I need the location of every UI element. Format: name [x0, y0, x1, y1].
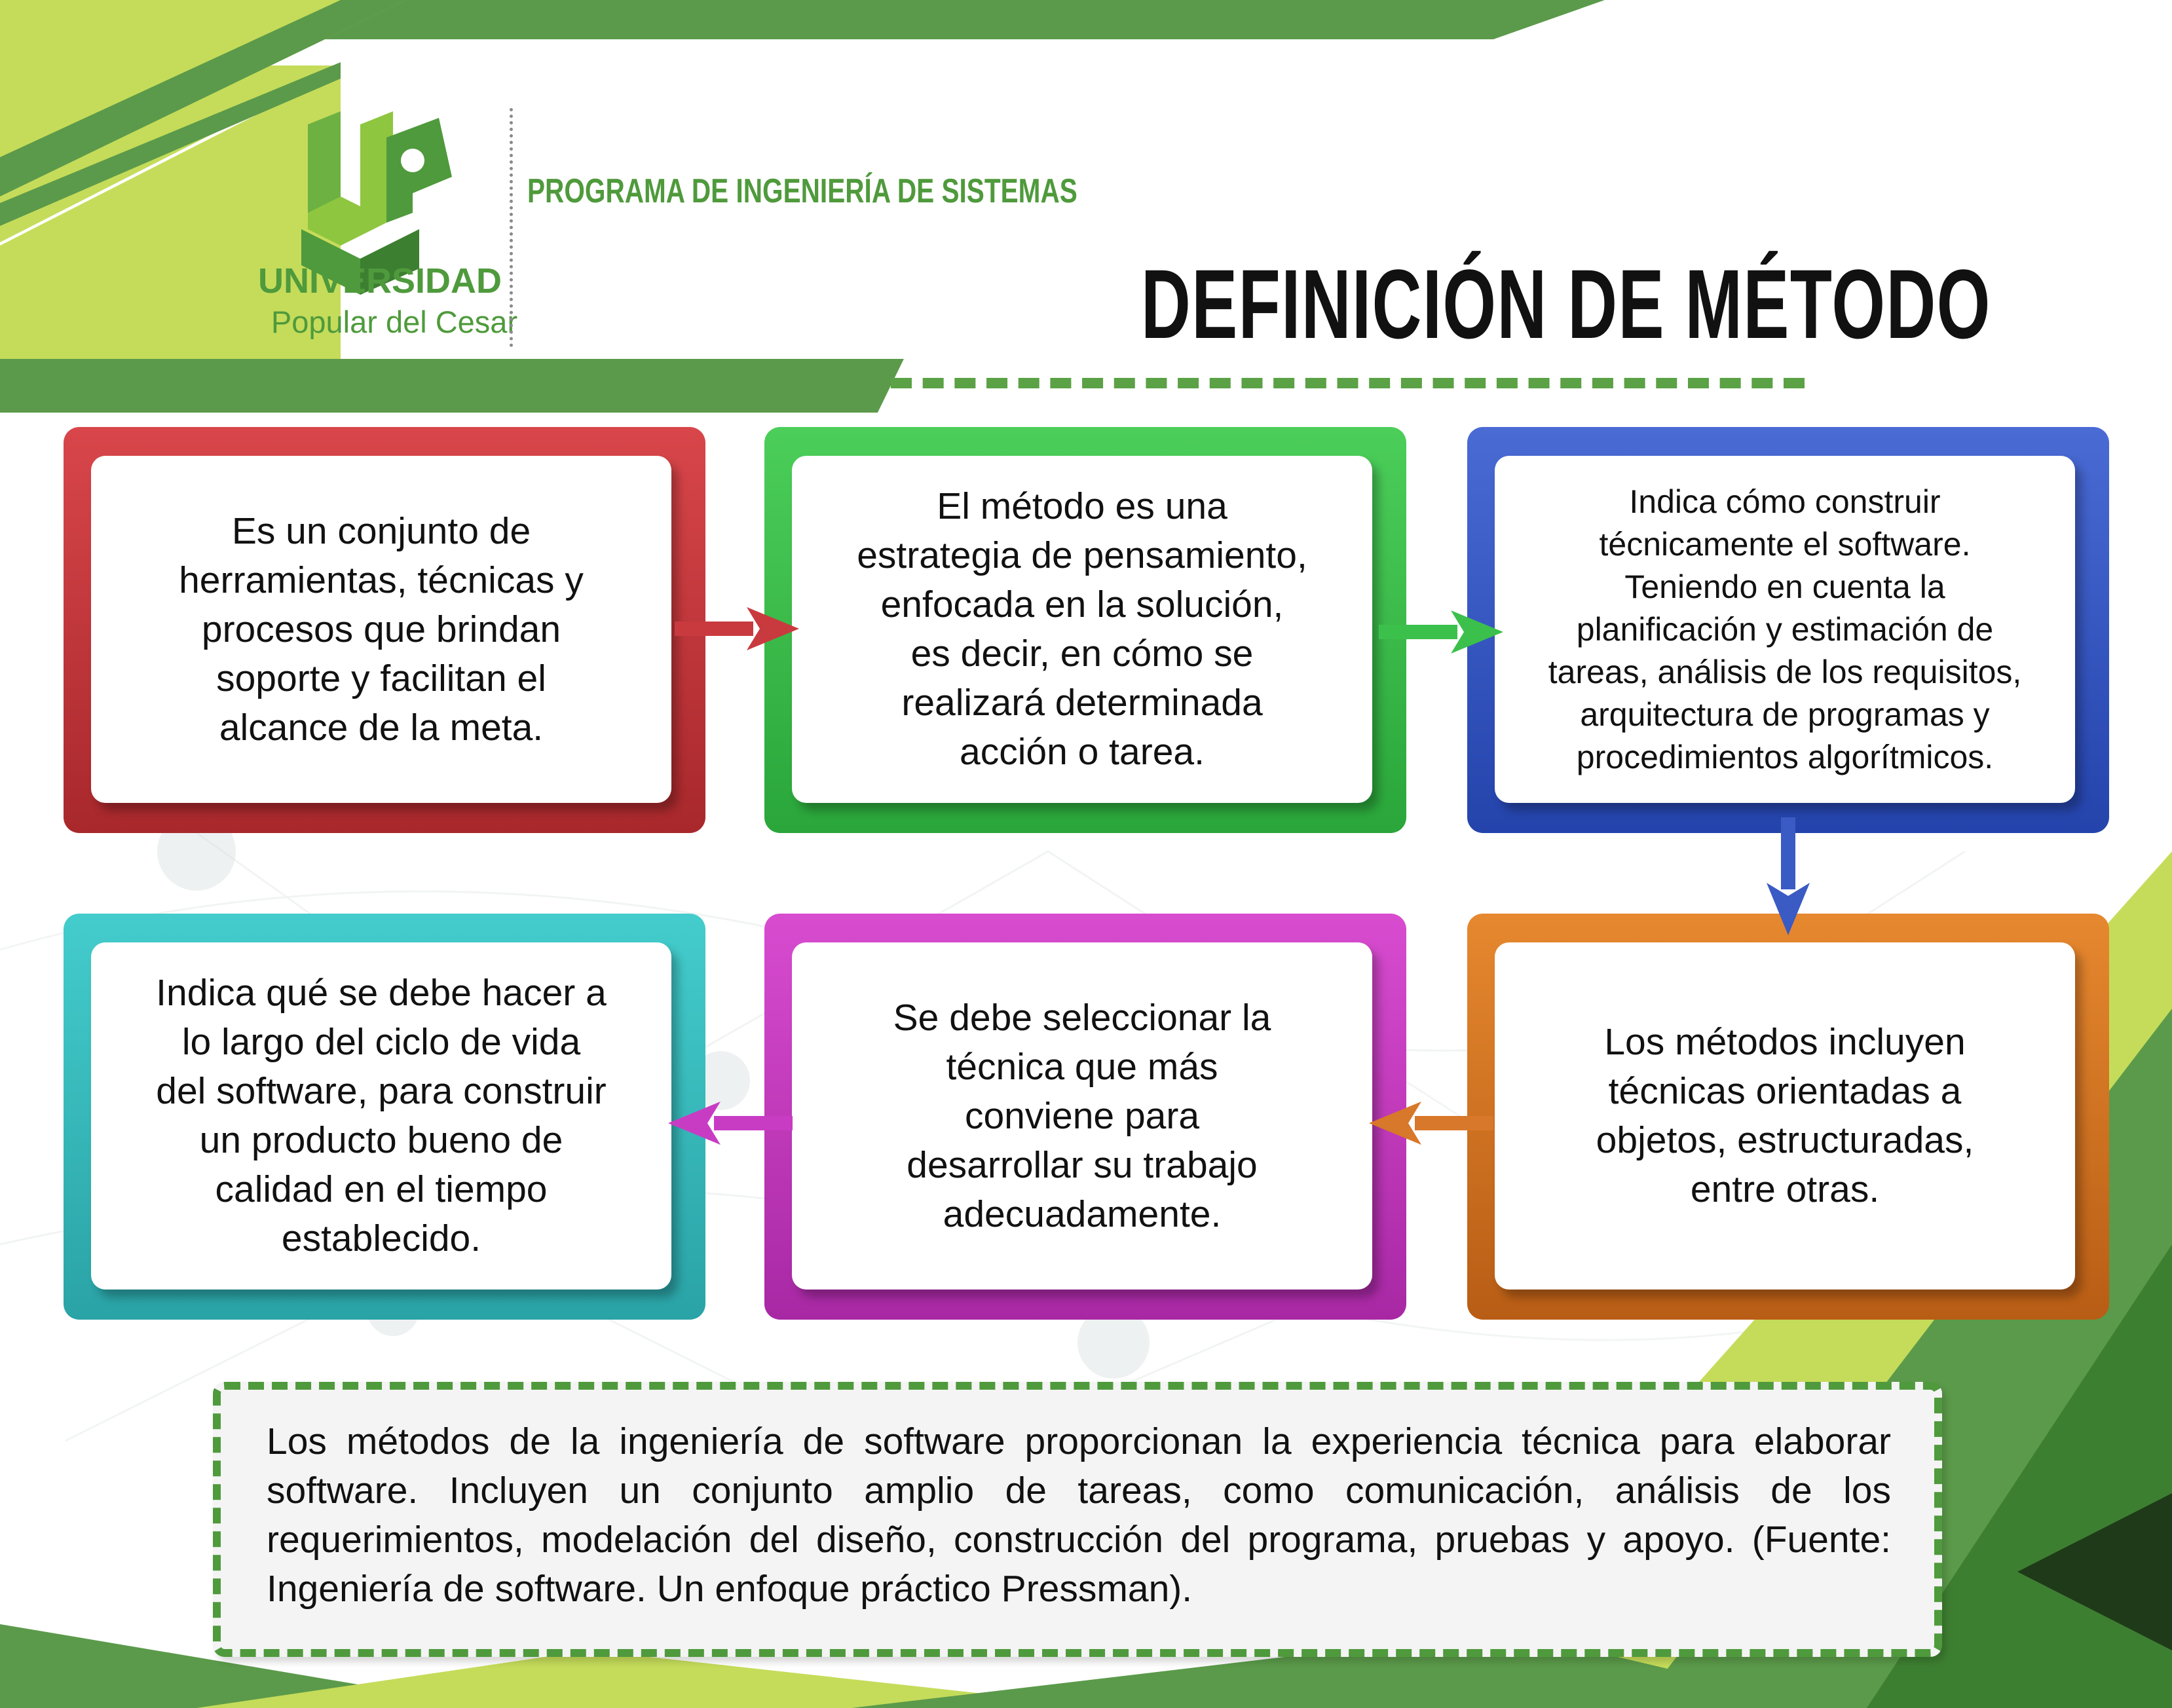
source-note [213, 1382, 1942, 1657]
box-panel [792, 942, 1372, 1290]
university-logo [223, 85, 537, 347]
arrow-right-red-icon [675, 606, 799, 652]
box-cyan [64, 914, 705, 1320]
university-name: UNIVERSIDAD [257, 261, 502, 301]
arrow-left-orange-icon [1369, 1100, 1493, 1146]
box-magenta [764, 914, 1406, 1320]
box-panel [792, 456, 1372, 803]
box-panel [1495, 456, 2075, 803]
box-text: Indica cómo construir técnicamente el software. Teniendo en cuenta la planificación y estimación de tareas, análisis de los requisitos, arquitectura de programas y procedimientos algorítmicos. [1548, 483, 2022, 775]
box-orange [1467, 914, 2109, 1320]
box-panel [1495, 942, 2075, 1290]
arrow-right-green-icon [1379, 609, 1503, 655]
university-subtitle: Popular del Cesar [271, 305, 518, 339]
box-green [764, 427, 1406, 833]
page-title: DEFINICIÓN DE MÉTODO [1141, 249, 1991, 359]
header-divider [510, 108, 513, 347]
box-text: Indica qué se debe hacer a lo largo del ciclo de vida del software, para construir un producto bueno de calidad en el tiempo establecido. [156, 972, 607, 1259]
arrow-down-blue-icon [1765, 817, 1811, 935]
box-text: Los métodos incluyen técnicas orientadas a objetos, estructuradas, entre otras. [1596, 1021, 1974, 1210]
box-panel [91, 942, 671, 1290]
box-panel [91, 456, 671, 803]
arrow-left-magenta-icon [668, 1100, 793, 1146]
box-text: El método es una estrategia de pensamiento, enfocada en la solución, es decir, en cómo se realizará determinada acción o tarea. [857, 485, 1307, 773]
box-text: Es un conjunto de herramientas, técnicas y procesos que brindan soporte y facilitan el alcance de la meta. [179, 510, 584, 749]
title-underline [891, 378, 1805, 388]
box-blue [1467, 427, 2109, 833]
box-red [64, 427, 705, 833]
note-text: Los métodos de la ingeniería de software proporcionan la experiencia técnica para elaborar software. Incluyen un conjunto amplio de tareas, como comunicación, análisis de los requerimientos, modelación del diseño, construcción del programa, pruebas y apoyo. (Fuente: Ingeniería de software. Un enfoque práctico Pressman). [267, 1420, 1891, 1610]
program-name: PROGRAMA DE INGENIERÍA DE SISTEMAS [527, 172, 1077, 210]
box-text: Se debe seleccionar la técnica que más conviene para desarrollar su trabajo adecuadamente. [893, 996, 1271, 1235]
